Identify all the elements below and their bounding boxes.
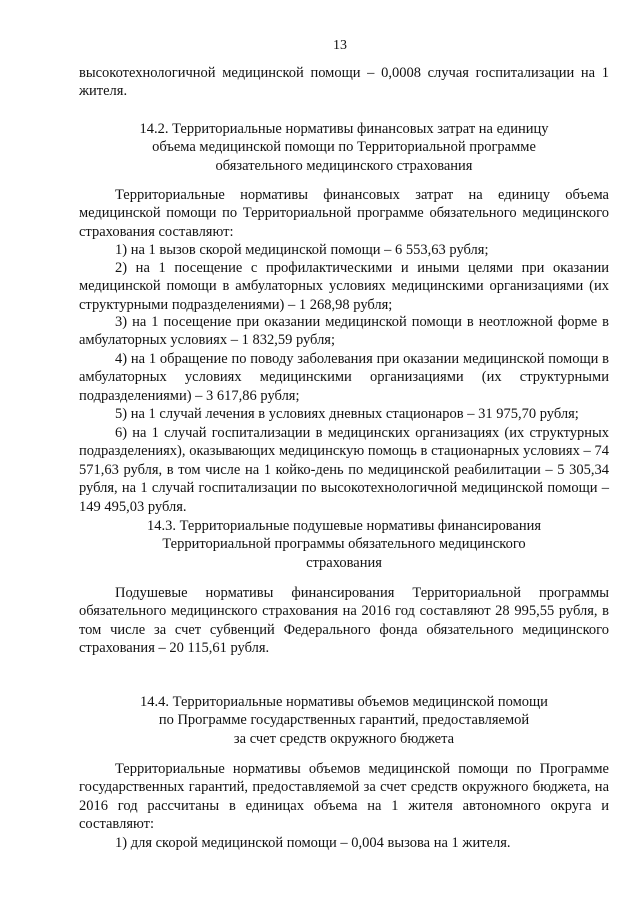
section-14-2-lead: Территориальные нормативы финансовых затрат на единицу объема медицинской помощи по Территориальной программе обязательного медицинского страхования составляют: xyxy=(79,187,609,240)
list-item: 3) на 1 посещение при оказании медицинской помощи в неотложной форме в амбулаторных условиях – 1 832,59 рубля; xyxy=(79,314,609,349)
section-14-3-heading xyxy=(79,517,609,572)
heading-line: Территориальной программы обязательного медицинского xyxy=(162,536,526,553)
page-number: 13 xyxy=(333,38,347,53)
list-item: 1) на 1 вызов скорой медицинской помощи – 6 553,63 рубля; xyxy=(115,242,489,258)
heading-line: обязательного медицинского страхования xyxy=(215,157,473,174)
heading-line: 14.4. Территориальные нормативы объемов медицинской помощи xyxy=(140,694,548,710)
heading-line: 14.2. Территориальные нормативы финансовых затрат на единицу xyxy=(139,121,549,137)
heading-line: 14.3. Территориальные подушевые нормативы финансирования xyxy=(146,518,542,534)
list-item: 1) для скорой медицинской помощи – 0,004 вызова на 1 жителя. xyxy=(115,835,511,851)
section-14-3-body: Подушевые нормативы финансирования Территориальной программы обязательного медицинского страхования на 2016 год составляют 28 995,55 рубля, в том числе за счет субвенций Федерального фонда обязательного медицинского страхования – 20 115,61 рубля. xyxy=(79,585,609,657)
list-item: 6) на 1 случай госпитализации в медицинских организациях (их структурных подразделениях), оказывающих медицинскую помощь в стационарных условиях – 74 571,63 рубля, в том числе на 1 койко-день по медицинской реабилитации – 5 305,34 рубля, на 1 случай госпитализации по высокотехнологичной медицинской помощи – 149 495,03 рубля. xyxy=(79,425,609,515)
heading-line: за счет средств окружного бюджета xyxy=(233,730,455,747)
list-item: 2) на 1 посещение с профилактическими и иными целями при оказании медицинской помощи в амбулаторных условиях медицинскими организациями (их структурными подразделениями) – 1 268,98 рубля; xyxy=(79,260,609,313)
section-14-4-heading xyxy=(79,693,609,748)
intro-paragraph: высокотехнологичной медицинской помощи – 0,0008 случая госпитализации на 1 жителя. xyxy=(79,65,609,100)
list-item: 5) на 1 случай лечения в условиях дневных стационаров – 31 975,70 рубля; xyxy=(115,406,579,422)
heading-line: страхования xyxy=(306,554,382,571)
section-14-2-heading xyxy=(79,120,609,175)
heading-line: объема медицинской помощи по Территориальной программе xyxy=(152,139,536,156)
heading-line: по Программе государственных гарантий, предоставляемой xyxy=(158,712,530,729)
list-item: 4) на 1 обращение по поводу заболевания при оказании медицинской помощи в амбулаторных условиях медицинскими организациями (их структурными подразделениями) – 3 617,86 рубля; xyxy=(79,351,609,404)
section-14-4-lead: Территориальные нормативы объемов медицинской помощи по Программе государственных гарантий, предоставляемой за счет средств окружного бюджета, на 2016 год рассчитаны в единицах объема на 1 жителя автономного округа и составляют: xyxy=(79,761,609,833)
